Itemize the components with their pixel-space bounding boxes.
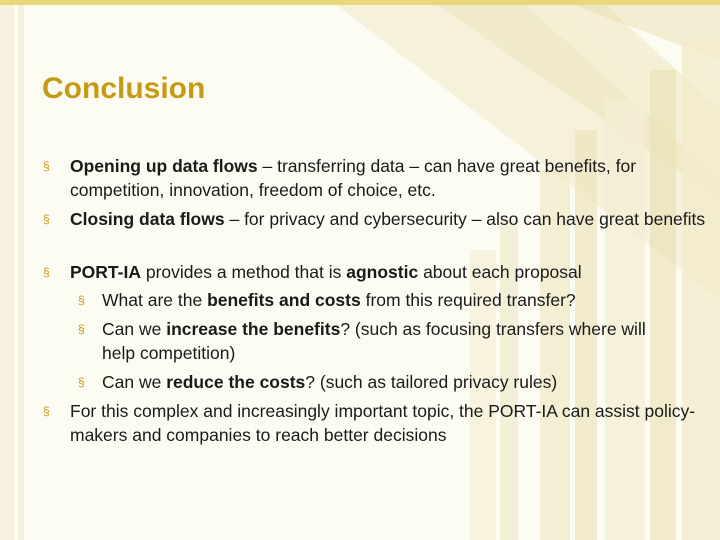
bullet-text: Can we — [102, 319, 167, 339]
bullet-text: – transferring data – can have great benefits, for competition, innovation, freedom of choice, etc. — [70, 156, 637, 200]
bullet-text: – for privacy and cybersecurity – also can have great benefits — [224, 209, 706, 229]
bullet-bold-text: increase the benefits — [166, 319, 341, 339]
bullet-item — [43, 260, 710, 284]
bullet-text: What are the — [102, 290, 208, 310]
bullet-marker-icon: § — [43, 159, 50, 173]
bullet-item — [43, 399, 710, 447]
bullet-item — [43, 207, 710, 231]
bullet-bold-text: Closing data flows — [70, 209, 225, 229]
top-accent-bar — [0, 0, 720, 5]
bullet-text: ? (such as focusing transfers where will help competition) — [102, 319, 646, 363]
bullet-bold-text: PORT-IA — [70, 262, 141, 282]
bullet-marker-icon: § — [78, 322, 85, 336]
bullet-bold-text: agnostic — [346, 262, 419, 282]
bullet-bold-text: reduce the costs — [166, 372, 306, 392]
sub-bullet-item — [78, 317, 662, 365]
bullet-text: provides a method that is — [140, 262, 347, 282]
bullet-bold-text: benefits and costs — [207, 290, 361, 310]
bullet-marker-icon: § — [43, 404, 50, 418]
sub-bullet-item — [78, 370, 662, 394]
slide-title: Conclusion — [42, 72, 206, 105]
bullet-marker-icon: § — [78, 293, 85, 307]
bullet-item — [43, 154, 710, 202]
bullet-text: from this required transfer? — [360, 290, 576, 310]
bullet-text: For this complex and increasingly important topic, the PORT-IA can assist policy-makers and companies to reach better decisions — [70, 401, 696, 445]
bullet-bold-text: Opening up data flows — [70, 156, 258, 176]
bullet-marker-icon: § — [78, 375, 85, 389]
bullet-marker-icon: § — [43, 212, 50, 226]
bullet-text: Can we — [102, 372, 167, 392]
sub-bullet-item — [78, 288, 662, 312]
bullet-marker-icon: § — [43, 265, 50, 279]
bullet-text: about each proposal — [418, 262, 582, 282]
bullet-text: ? (such as tailored privacy rules) — [305, 372, 558, 392]
